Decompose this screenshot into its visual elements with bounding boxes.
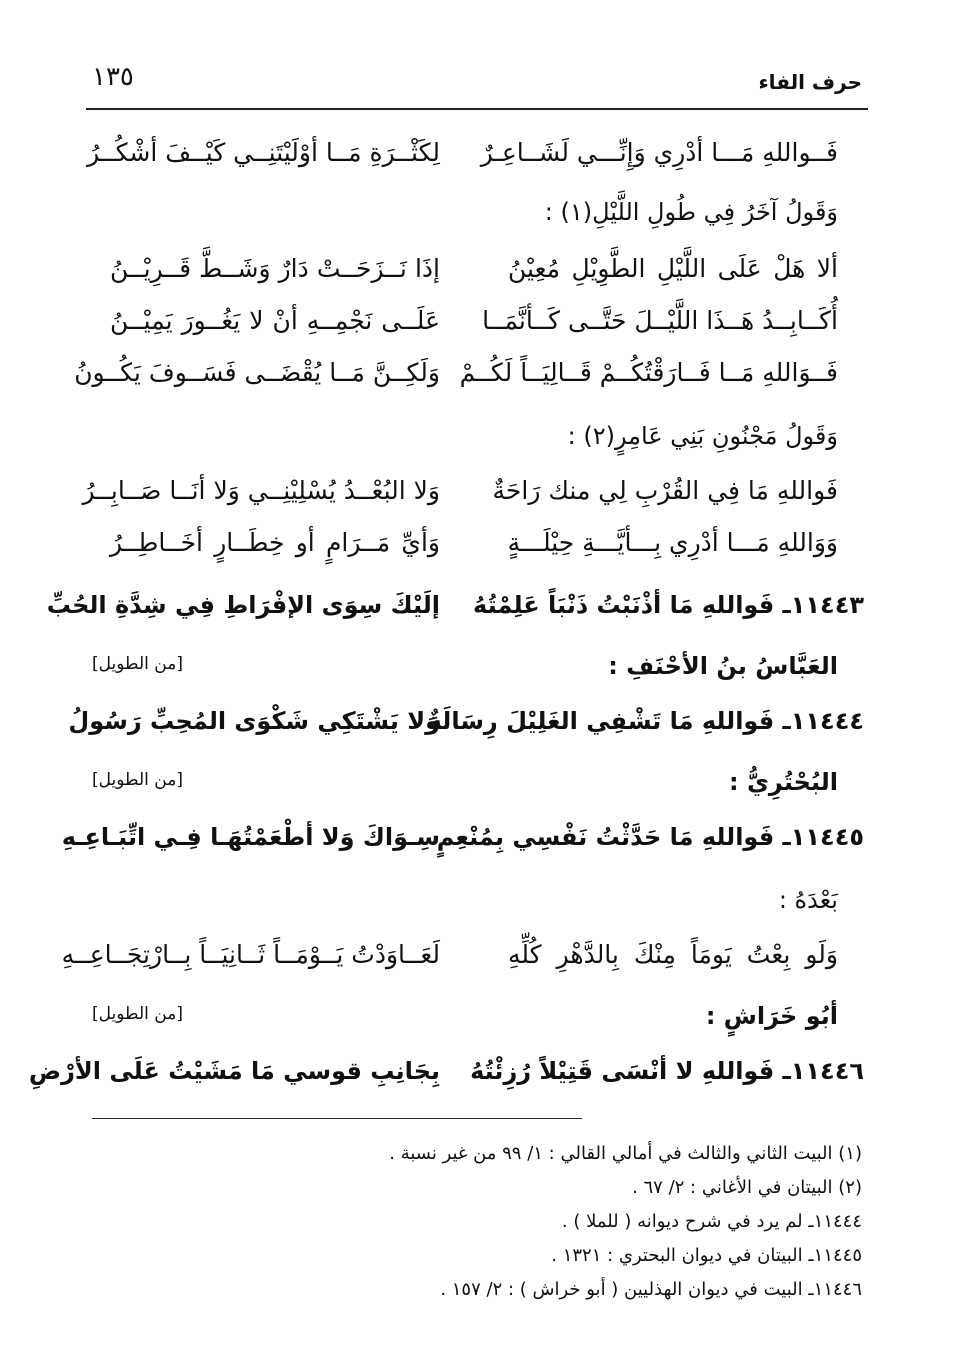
section-intro: وَقَولُ آخَرُ فِي طُولِ اللَّيْلِ(١) : xyxy=(544,198,838,226)
meter-label: [من الطويل] xyxy=(92,770,183,790)
verse-first-hemistich: وَلَو بِعْتُ يَومَاً مِنْكَ بِالدَّهْرِ كُلِّهِ xyxy=(508,940,838,969)
footnote: (١) البيت الثاني والثالث في أمالي القالي : ١/ ٩٩ من غير نسبة . xyxy=(389,1143,862,1164)
verse-second-hemistich: وَأيِّ مَــرَامٍ أو خِطَــارٍ أخَــاطِــرُ xyxy=(110,528,440,557)
verse-first-hemistich: فَــواللهِ مَـــا أدْرِي وَإِنِّـــي لَشَــاعِـرٌ xyxy=(480,138,838,167)
meter-label: [من الطويل] xyxy=(92,654,183,674)
verse-first-hemistich: ١١٤٤٥ـ فَواللهِ مَا حَدَّثْتُ نَفْسِي بِمُنْعِمٍ xyxy=(436,823,864,851)
poet-name: أبُو خَرَاشٍ : xyxy=(705,1002,838,1030)
footnote: ١١٤٤٦ـ البيت في ديوان الهذليين ( أبو خراش ) : ٢/ ١٥٧ . xyxy=(440,1279,862,1300)
numbered-verse-line xyxy=(28,1046,864,1096)
footnote: ١١٤٤٤ـ لم يرد في شرح ديوانه ( للملا ) . xyxy=(561,1211,862,1232)
verse-line xyxy=(90,244,864,294)
section-intro: بَعْدَهُ : xyxy=(778,886,838,914)
verse-first-hemistich: أُكَــابِــدُ هَــذَا اللَّيْــلَ حَتَّــى كَــأنَّمَــا xyxy=(482,306,838,335)
header-rule xyxy=(86,108,868,110)
page-number: ١٣٥ xyxy=(92,62,134,92)
verse-line xyxy=(74,348,864,398)
verse-line xyxy=(90,518,864,568)
running-header-title: حرف الفاء xyxy=(758,70,862,94)
footnote-rule xyxy=(92,1118,582,1119)
verse-line xyxy=(90,296,864,346)
verse-first-hemistich: ١١٤٤٤ـ فَواللهِ مَا تَشْفِي الغَلِيْلَ رِسَالَةٌ xyxy=(427,707,864,735)
verse-second-hemistich: إذَا نَــزَحَــتْ دَارٌ وَشَــطَّ قَــرِيْــنُ xyxy=(110,254,440,283)
verse-second-hemistich: لِكَثْــرَةِ مَــا أوْلَيْتَنِــي كَيْــفَ أشْكُــرُ xyxy=(87,138,440,167)
verse-second-hemistich: وَلا البُعْــدُ يُسْلِيْنِــي وَلا أنَــا صَــابِــرُ xyxy=(82,476,440,505)
poet-name: البُحْتُرِيُّ : xyxy=(728,768,838,796)
numbered-verse-line xyxy=(68,696,864,746)
footnote: (٢) البيتان في الأغاني : ٢/ ٦٧ . xyxy=(632,1177,862,1198)
verse-second-hemistich: عَلَــى نَجْمِــهِ أنْ لا يَغُــورَ يَمِيْــنُ xyxy=(110,306,440,335)
verse-second-hemistich: وَلا يَشْتَكِي شَكْوَى المُحِبِّ رَسُولُ xyxy=(68,707,440,735)
verse-second-hemistich: سِـوَاكَ وَلا أطْعَمْتُهَـا فِـي اتِّبَـاعِـهِ xyxy=(61,823,440,851)
verse-line xyxy=(87,128,864,178)
verse-first-hemistich: ألا هَلْ عَلَى اللَّيْلِ الطَّوِيْلِ مُعِيْنُ xyxy=(508,254,838,283)
verse-second-hemistich: وَلَكِــنَّ مَــا يُقْضَــى فَسَــوفَ يَكُــونُ xyxy=(74,358,440,387)
verse-second-hemistich: لَعَــاوَدْتُ يَــوْمَــاً ثَــانِيَــاً بِــارْتِجَــاعِــهِ xyxy=(61,940,440,969)
verse-second-hemistich: إلَيْكَ سِوَى الإفْرَاطِ فِي شِدَّةِ الحُبِّ xyxy=(46,591,440,619)
poet-name: العَبَّاسُ بنُ الأحْنَفِ : xyxy=(608,652,838,680)
verse-first-hemistich: ١١٤٤٣ـ فَواللهِ مَا أذْنَبْتُ ذَنْبَاً عَلِمْتُهُ xyxy=(473,591,864,619)
section-intro: وَقَولُ مَجْنُونِ بَنِي عَامِرٍ(٢) : xyxy=(567,422,838,450)
footnote: ١١٤٤٥ـ البيتان في ديوان البحتري : ١٣٢١ . xyxy=(551,1245,862,1266)
verse-first-hemistich: ١١٤٤٦ـ فَواللهِ لا أنْسَى قَتِيْلاً رُزِئْتُهُ xyxy=(470,1057,864,1085)
verse-first-hemistich: فَواللهِ مَا فِي القُرْبِ لِي منك رَاحَةٌ xyxy=(492,476,838,505)
numbered-verse-line xyxy=(46,580,864,630)
verse-second-hemistich: بِجَانِبِ قوسي مَا مَشَيْتُ عَلَى الأرْضِ xyxy=(28,1057,440,1085)
verse-first-hemistich: وَوَاللهِ مَـــا أدْرِي بِـــأيَّـــةِ حِيْلَـــةٍ xyxy=(507,528,838,557)
verse-first-hemistich: فَــوَاللهِ مَــا فَــارَقْتُكُــمْ قَــالِيَــاً لَكُــمْ xyxy=(459,358,838,387)
verse-line xyxy=(82,466,864,516)
verse-line xyxy=(61,930,864,980)
meter-label: [من الطويل] xyxy=(92,1004,183,1024)
numbered-verse-line xyxy=(61,812,864,862)
